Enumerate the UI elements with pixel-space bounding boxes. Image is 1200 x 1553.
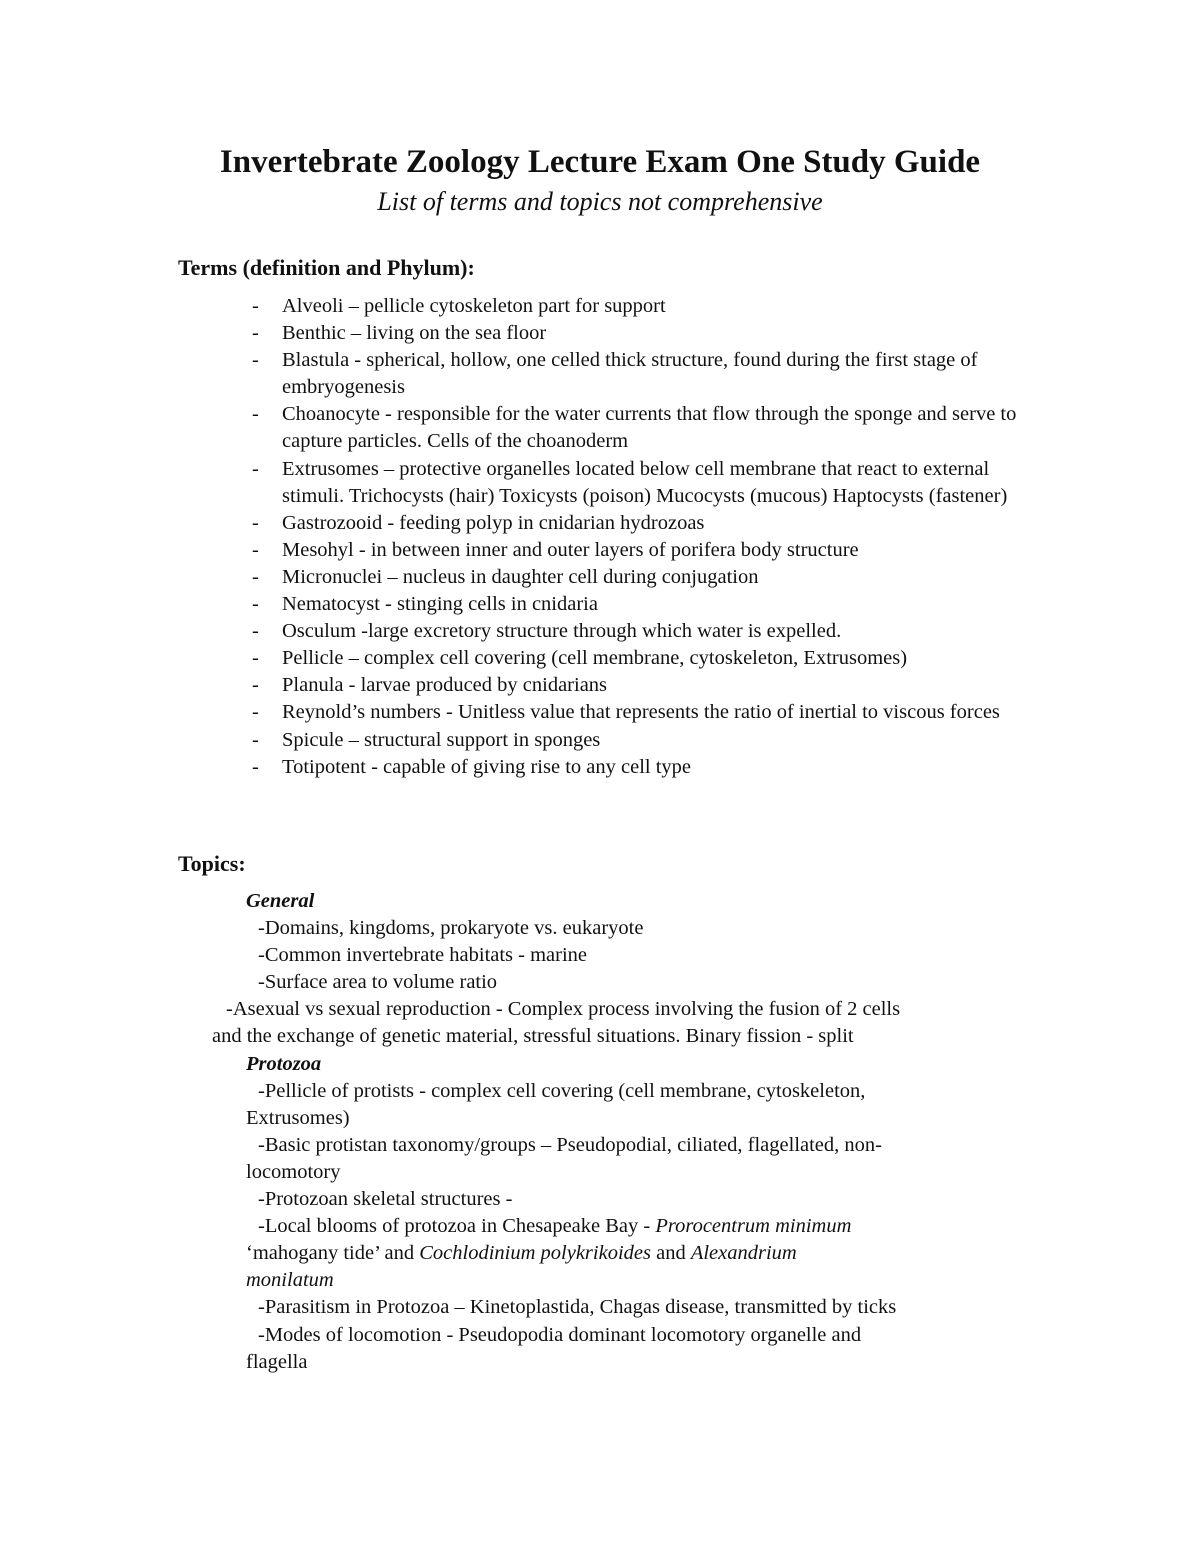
term-text: Planula - larvae produced by cnidarians bbox=[282, 674, 608, 697]
term-text: Extrusomes – protective organelles located below cell membrane that react to external stimuli. Trichocysts (hair) Toxicysts (poison) Mucocysts (mucous) Haptocysts (fastener) bbox=[282, 457, 1008, 507]
protozoa-heading: Protozoa bbox=[246, 1052, 322, 1075]
topic-line: -Basic protistan taxonomy/groups – Pseudopodial, ciliated, flagellated, non- bbox=[258, 1133, 882, 1156]
topic-text: -Surface area to volume ratio bbox=[258, 971, 498, 994]
term-item bbox=[252, 727, 1052, 754]
bullet-dash: - bbox=[252, 728, 259, 751]
term-item bbox=[252, 618, 1052, 645]
topic-line: Extrusomes) bbox=[246, 1106, 350, 1129]
protozoa-topic-blooms bbox=[212, 1213, 1032, 1294]
bullet-dash: - bbox=[252, 457, 259, 480]
term-item bbox=[252, 293, 1052, 320]
bullet-dash: - bbox=[252, 647, 259, 670]
topic-line bbox=[246, 1213, 1032, 1240]
term-item bbox=[252, 347, 1052, 401]
bullet-dash: - bbox=[252, 349, 259, 372]
term-item bbox=[252, 456, 1052, 510]
topic-line: -Modes of locomotion - Pseudopodia dominant locomotory organelle and bbox=[258, 1323, 862, 1346]
term-text: Nematocyst - stinging cells in cnidaria bbox=[282, 593, 598, 616]
page-subtitle: List of terms and topics not comprehensive bbox=[377, 187, 823, 216]
bullet-dash: - bbox=[252, 511, 259, 534]
term-item bbox=[252, 591, 1052, 618]
topic-text: -Common invertebrate habitats - marine bbox=[258, 944, 588, 967]
term-text: Totipotent - capable of giving rise to any cell type bbox=[282, 755, 692, 778]
term-item bbox=[252, 754, 1052, 781]
term-text: Blastula - spherical, hollow, one celled thick structure, found during the first stage of embryogenesis bbox=[282, 349, 978, 399]
term-text: Pellicle – complex cell covering (cell membrane, cytoskeleton, Extrusomes) bbox=[282, 647, 908, 670]
topic-line bbox=[246, 1240, 1032, 1267]
general-topic bbox=[212, 969, 1032, 996]
term-item bbox=[252, 699, 1052, 726]
species-name: Cochlodinium polykrikoides bbox=[419, 1242, 651, 1265]
term-item bbox=[252, 320, 1052, 347]
bullet-dash: - bbox=[252, 755, 259, 778]
topic-line: and the exchange of genetic material, stressful situations. Binary fission - split bbox=[212, 1025, 854, 1048]
topic-line: -Pellicle of protists - complex cell covering (cell membrane, cytoskeleton, bbox=[258, 1079, 866, 1102]
term-text: Alveoli – pellicle cytoskeleton part for support bbox=[282, 295, 666, 317]
bullet-dash: - bbox=[252, 565, 259, 588]
terms-heading: Terms (definition and Phylum): bbox=[178, 255, 475, 280]
term-text: Benthic – living on the sea floor bbox=[282, 322, 547, 345]
protozoa-topic-parasitism bbox=[212, 1294, 1032, 1321]
term-text: Reynold’s numbers - Unitless value that represents the ratio of inertial to viscous forces bbox=[282, 701, 1000, 724]
bullet-dash: - bbox=[252, 593, 259, 616]
topics-section bbox=[212, 888, 1032, 1376]
term-text: Osculum -large excretory structure through which water is expelled. bbox=[282, 620, 842, 643]
topics-heading: Topics: bbox=[178, 851, 246, 876]
term-text: Micronuclei – nucleus in daughter cell during conjugation bbox=[282, 565, 759, 588]
bullet-dash: - bbox=[252, 674, 259, 697]
general-topic-reproduction bbox=[212, 996, 1032, 1050]
term-item bbox=[252, 645, 1052, 672]
bullet-dash: - bbox=[252, 701, 259, 724]
general-topic bbox=[212, 915, 1032, 942]
topic-text: -Local blooms of protozoa in Chesapeake Bay - bbox=[258, 1215, 656, 1238]
term-item bbox=[252, 537, 1052, 564]
protozoa-topic-pellicle bbox=[212, 1078, 1032, 1132]
bullet-dash: - bbox=[252, 403, 259, 426]
term-item bbox=[252, 401, 1052, 455]
topic-text: -Domains, kingdoms, prokaryote vs. eukaryote bbox=[258, 917, 644, 940]
species-name: Prorocentrum minimum bbox=[655, 1215, 852, 1238]
general-heading: General bbox=[246, 890, 315, 912]
topic-text: ‘mahogany tide’ and bbox=[246, 1242, 420, 1265]
term-text: Gastrozooid - feeding polyp in cnidarian hydrozoas bbox=[282, 511, 705, 534]
topic-line: locomotory bbox=[246, 1160, 341, 1183]
protozoa-topic-skeletal bbox=[212, 1186, 1032, 1213]
terms-list bbox=[252, 293, 1052, 781]
term-item bbox=[252, 510, 1052, 537]
topic-line: -Parasitism in Protozoa – Kinetoplastida, Chagas disease, transmitted by ticks bbox=[258, 1296, 897, 1319]
bullet-dash: - bbox=[252, 295, 259, 317]
bullet-dash: - bbox=[252, 322, 259, 345]
general-topic bbox=[212, 942, 1032, 969]
term-text: Spicule – structural support in sponges bbox=[282, 728, 601, 751]
page-title: Invertebrate Zoology Lecture Exam One Study Guide bbox=[219, 144, 981, 180]
species-name: monilatum bbox=[246, 1269, 334, 1292]
bullet-dash: - bbox=[252, 620, 259, 643]
topic-line: -Asexual vs sexual reproduction - Complex process involving the fusion of 2 cells bbox=[226, 998, 901, 1021]
topic-line: flagella bbox=[246, 1350, 308, 1373]
topic-text: and bbox=[650, 1242, 691, 1265]
protozoa-topic-locomotion bbox=[212, 1322, 1032, 1376]
topic-line: -Protozoan skeletal structures - bbox=[258, 1188, 513, 1211]
term-item bbox=[252, 672, 1052, 699]
term-text: Mesohyl - in between inner and outer layers of porifera body structure bbox=[282, 538, 859, 561]
bullet-dash: - bbox=[252, 538, 259, 561]
term-item bbox=[252, 564, 1052, 591]
protozoa-topic-taxonomy bbox=[212, 1132, 1032, 1186]
species-name: Alexandrium bbox=[690, 1242, 797, 1265]
term-text: Choanocyte - responsible for the water currents that flow through the sponge and serve to capture particles. Cells of the choanoderm bbox=[282, 403, 1017, 453]
